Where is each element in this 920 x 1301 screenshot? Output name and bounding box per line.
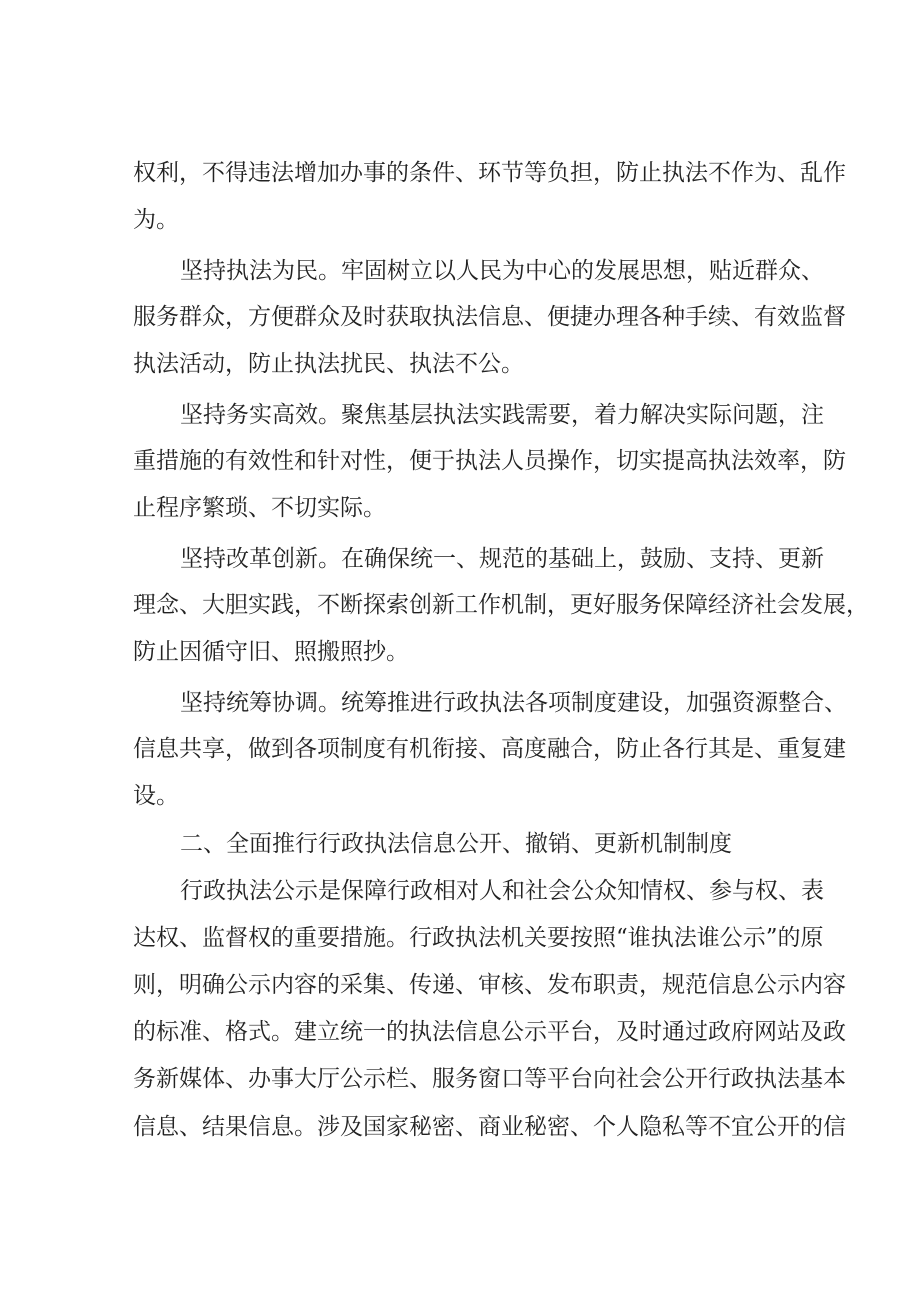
text-line: 执法活动，防止执法扰民、执法不公。 [133, 351, 524, 377]
text-line: 防止因循守旧、照搬照抄。 [133, 639, 409, 665]
text-line: 达权、监督权的重要措施。行政执法机关要按照“谁执法谁公示”的原 [133, 925, 824, 951]
text-line: 止程序繁琐、不切实际。 [133, 495, 386, 521]
text-line: 为。 [133, 207, 179, 233]
section-heading: 二、全面推行行政执法信息公开、撤销、更新机制制度 [180, 831, 732, 857]
paragraph-first-line: 坚持务实高效。聚焦基层执法实践需要，着力解决实际问题，注 [180, 402, 824, 428]
paragraph-first-line: 行政执法公示是保障行政相对人和社会公众知情权、参与权、表 [180, 878, 824, 904]
text-line: 重措施的有效性和针对性，便于执法人员操作，切实提高执法效率，防 [133, 448, 846, 474]
text-line: 务新媒体、办事大厅公示栏、服务窗口等平台向社会公开行政执法基本 [133, 1066, 846, 1092]
paragraph-first-line: 坚持改革创新。在确保统一、规范的基础上，鼓励、支持、更新 [180, 546, 824, 572]
paragraph-first-line: 坚持统筹协调。统筹推进行政执法各项制度建设，加强资源整合、 [180, 690, 847, 716]
text-line: 设。 [133, 783, 179, 809]
text-line: 信息、结果信息。涉及国家秘密、商业秘密、个人隐私等不宜公开的信 [133, 1114, 846, 1140]
text-line: 服务群众，方便群众及时获取执法信息、便捷办理各种手续、有效监督 [133, 304, 846, 330]
paragraph-first-line: 坚持执法为民。牢固树立以人民为中心的发展思想，贴近群众、 [180, 258, 824, 284]
text-line: 权利，不得违法增加办事的条件、环节等负担，防止执法不作为、乱作 [133, 160, 846, 186]
text-line: 则，明确公示内容的采集、传递、审核、发布职责，规范信息公示内容 [133, 972, 846, 998]
text-line: 的标准、格式。建立统一的执法信息公示平台，及时通过政府网站及政 [133, 1019, 846, 1045]
text-line: 信息共享，做到各项制度有机衔接、高度融合，防止各行其是、重复建 [133, 736, 846, 762]
text-line: 理念、大胆实践，不断探索创新工作机制，更好服务保障经济社会发展， [133, 592, 869, 618]
